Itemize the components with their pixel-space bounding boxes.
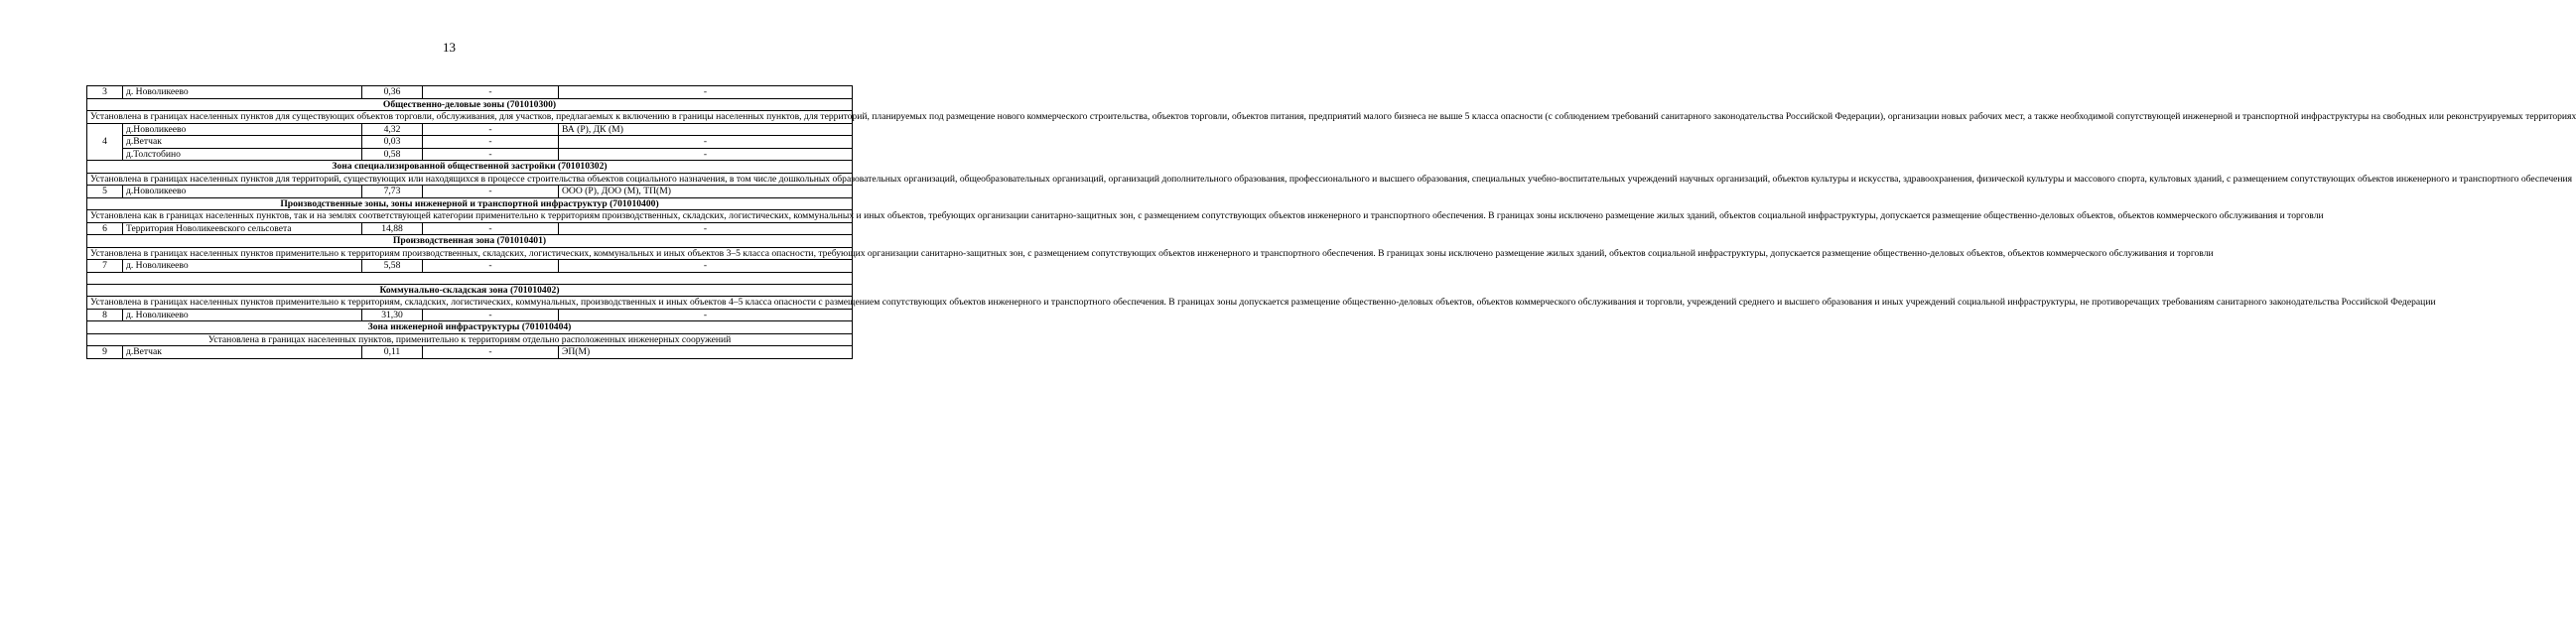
- settlement-name: д.Новоликеево: [123, 186, 362, 198]
- zone-title: Зона специализированной общественной застройки (701010302): [87, 161, 853, 174]
- zone-description: Установлена в границах населенных пунктов применительно к территориям производственных, складских, логистических, коммунальных и иных объектов 3–5 класса опасности, требующих организации санитарно-защитных зон, с размещением сопутствующих объектов инженерного и транспортного обеспечения. В границах зоны исключено размещение жилых зданий, объектов социальной инфраструктуры, допускается размещение общественно-деловых объектов, объектов коммерческого обслуживания и торговли: [87, 247, 853, 260]
- table-row: [87, 346, 853, 359]
- col4-value: -: [423, 186, 559, 198]
- area-value: 5,58: [362, 260, 423, 273]
- col4-value: -: [423, 148, 559, 161]
- row-number: 3: [87, 86, 123, 99]
- row-number: 7: [87, 260, 123, 273]
- zone-header-row: [87, 98, 853, 111]
- zone-title: Производственные зоны, зоны инженерной и транспортной инфраструктур (701010400): [87, 197, 853, 210]
- settlement-name: д.Толстобино: [123, 148, 362, 161]
- page-number: 13: [443, 40, 456, 55]
- zone-description: Установлена в границах населенных пунктов применительно к территориям, складских, логистических, коммунальных, производственных и иных объектов 4–5 класса опасности с размещением сопутствующих объектов инженерного и транспортного обеспечения. В границах зоны допускается размещение общественно-деловых объектов, объектов коммерческого обслуживания и торговли, учреждений среднего и высшего образования и иных учреждений социальной инфраструктуры, не противоречащих требованиям санитарного законодательства Российской Федерации: [87, 297, 853, 310]
- area-value: 7,73: [362, 186, 423, 198]
- table-row: [87, 136, 853, 149]
- col5-value: -: [559, 148, 853, 161]
- row-number: 9: [87, 346, 123, 359]
- area-value: 0,03: [362, 136, 423, 149]
- col5-value: ЭП(М): [559, 346, 853, 359]
- area-value: 0,11: [362, 346, 423, 359]
- col4-value: -: [423, 346, 559, 359]
- table-row: [87, 186, 853, 198]
- area-value: 0,36: [362, 86, 423, 99]
- col4-value: -: [423, 86, 559, 99]
- col4-value: -: [423, 260, 559, 273]
- zone-title: Коммунально-складская зона (701010402): [87, 284, 853, 297]
- table-row: [87, 148, 853, 161]
- row-number: 5: [87, 186, 123, 198]
- col5-value: -: [559, 136, 853, 149]
- table-row: [87, 222, 853, 235]
- settlement-name: д. Новоликеево: [123, 309, 362, 321]
- zone-header-row: [87, 197, 853, 210]
- zone-description-row: [87, 111, 853, 124]
- col5-value: -: [559, 86, 853, 99]
- col5-value: -: [559, 222, 853, 235]
- settlement-name: Территория Новоликеевского сельсовета: [123, 222, 362, 235]
- area-value: 14,88: [362, 222, 423, 235]
- zone-description: Установлена как в границах населенных пунктов, так и на землях соответствующей категории применительно к территориям производственных, складских, логистических, коммунальных и иных объектов, требующих организации санитарно-защитных зон, с размещением сопутствующих объектов инженерного и транспортного обеспечения. В границах зоны исключено размещение жилых зданий, объектов социальной инфраструктуры, допускается размещение общественно-деловых объектов, объектов коммерческого обслуживания и торговли: [87, 210, 853, 223]
- col5-value: -: [559, 309, 853, 321]
- zone-description: Установлена в границах населенных пунктов для существующих объектов торговли, обслуживания, для участков, предлагаемых к включению в границы населенных пунктов, для территорий, планируемых под размещение нового коммерческого строительства, объектов торговли, объектов питания, предприятий малого бизнеса не выше 5 класса опасности (с соблюдением требований санитарного законодательства Российской Федерации), организации новых рабочих мест, а также необходимой сопутствующей инженерной и транспортной инфраструктуры на свободных или реконструируемых территориях: [87, 111, 853, 124]
- zone-header-row: [87, 321, 853, 334]
- area-value: 31,30: [362, 309, 423, 321]
- spacer-row: [87, 272, 853, 284]
- table-row: [87, 309, 853, 321]
- row-number: 6: [87, 222, 123, 235]
- col4-value: -: [423, 123, 559, 136]
- settlement-name: д. Новоликеево: [123, 86, 362, 99]
- zone-description: Установлена в границах населенных пунктов, применительно к территориям отдельно расположенных инженерных сооружений: [87, 333, 853, 346]
- table-row: [87, 260, 853, 273]
- col5-value: ООО (Р), ДОО (М), ТП(М): [559, 186, 853, 198]
- zone-description: Установлена в границах населенных пунктов для территорий, существующих или находящихся в процессе строительства объектов социального назначения, в том числе дошкольных образовательных организаций, общеобразовательных организаций, организаций дополнительного образования, профессионального и высшего образования, специальных учебно-воспитательных учреждений научных организаций, объектов культуры и искусства, здравоохранения, физической культуры и массового спорта, культовых зданий, с размещением сопутствующих объектов инженерного и транспортного обеспечения: [87, 173, 853, 186]
- settlement-name: д. Новоликеево: [123, 260, 362, 273]
- col5-value: -: [559, 260, 853, 273]
- col4-value: -: [423, 222, 559, 235]
- zones-table: [86, 85, 2576, 359]
- area-value: 4,32: [362, 123, 423, 136]
- settlement-name: д.Ветчак: [123, 136, 362, 149]
- zone-header-row: [87, 284, 853, 297]
- col4-value: -: [423, 136, 559, 149]
- zone-description-row: [87, 247, 853, 260]
- settlement-name: д.Ветчак: [123, 346, 362, 359]
- col4-value: -: [423, 309, 559, 321]
- area-value: 0,58: [362, 148, 423, 161]
- spacer-cell: [87, 272, 853, 284]
- zone-description-row: [87, 173, 853, 186]
- table-row: [87, 123, 853, 136]
- zone-header-row: [87, 161, 853, 174]
- zone-description-row: [87, 297, 853, 310]
- settlement-name: д.Новоликеево: [123, 123, 362, 136]
- zone-title: Зона инженерной инфраструктуры (701010404): [87, 321, 853, 334]
- zone-description-row: [87, 333, 853, 346]
- zone-header-row: [87, 235, 853, 248]
- row-number: 4: [87, 123, 123, 161]
- row-number: 8: [87, 309, 123, 321]
- zone-title: Производственная зона (701010401): [87, 235, 853, 248]
- col5-value: ВА (Р), ДК (М): [559, 123, 853, 136]
- table-row: [87, 86, 853, 99]
- zone-description-row: [87, 210, 853, 223]
- zone-title: Общественно-деловые зоны (701010300): [87, 98, 853, 111]
